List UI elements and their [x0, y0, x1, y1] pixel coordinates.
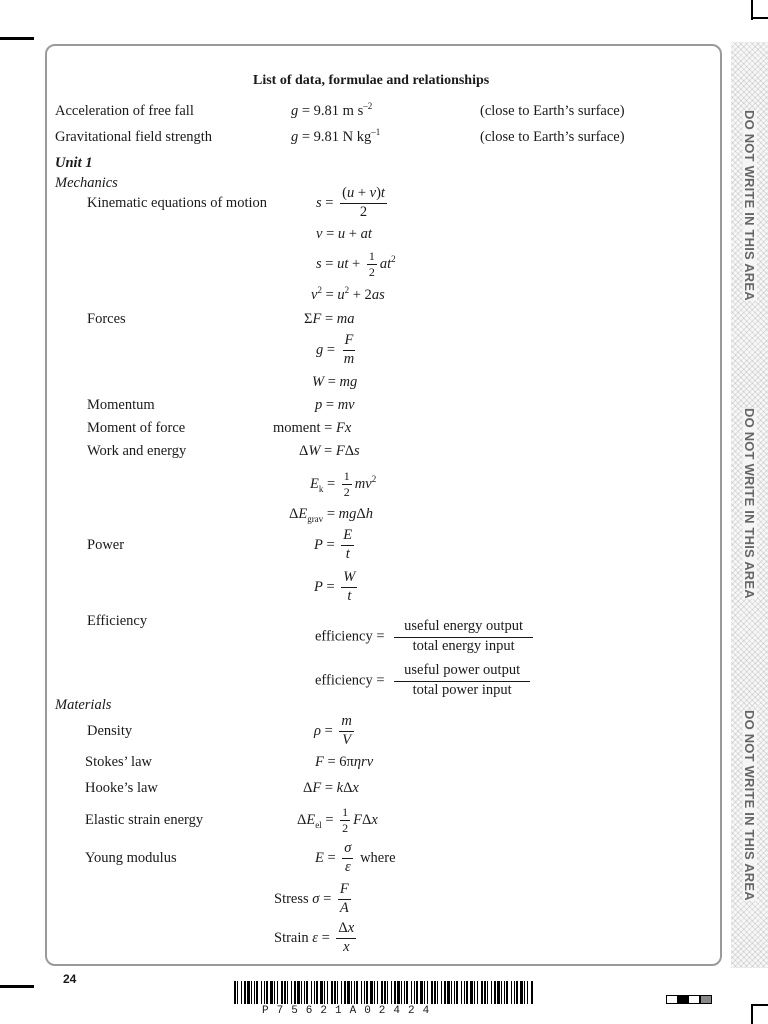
formula-moment: moment = Fx [273, 420, 352, 436]
formula-efficiency-power: efficiency = $\frac{\text{useful power output}}{\text{total power input}}$ [315, 663, 533, 699]
do-not-write-label: DO NOT WRITE IN THIS AREA [742, 710, 757, 901]
crop-mark [0, 37, 34, 40]
text-total-power-input: total power input [412, 681, 512, 698]
label-young: Young modulus [85, 850, 177, 866]
do-not-write-label: DO NOT WRITE IN THIS AREA [742, 110, 757, 301]
registration-marker [688, 995, 700, 1004]
constant-formula: g = 9.81 m $s^{-2}$ [291, 101, 373, 119]
constant-note: (close to Earth’s surface) [480, 129, 625, 145]
formula-efficiency-energy: efficiency = $\frac{\text{useful energy output}}{\text{total energy input}}$ [315, 619, 536, 655]
formula-power-energy: P = $\frac{E}{t}$ [314, 527, 353, 562]
page-title: List of data, formulae and relationships [253, 73, 490, 88]
constant-name: Acceleration of free fall [55, 103, 194, 119]
word-stress: Stress [274, 890, 309, 907]
formula-stress: Stress σ = $\frac{F}{A}$ [274, 881, 349, 916]
label-power: Power [87, 537, 125, 553]
label-hooke: Hooke’s law [85, 780, 158, 796]
registration-marker [666, 995, 678, 1004]
formula-work: ΔW = FΔs [299, 443, 360, 459]
barcode-number: P75621A02424 [262, 1005, 438, 1017]
word-efficiency: efficiency [315, 628, 373, 645]
section-heading-mechanics: Mechanics [55, 175, 118, 191]
text-total-energy-input: total energy input [412, 637, 515, 654]
formula-momentum: p = mv [315, 397, 355, 413]
registration-marker [678, 995, 688, 1004]
text-useful-power-output: useful power output [394, 663, 530, 682]
formula-suvat-2: v = u + at [316, 226, 372, 242]
constant-name: Gravitational field strength [55, 129, 213, 145]
label-forces: Forces [87, 311, 126, 327]
formula-newton-second: ΣF = ma [304, 311, 355, 327]
word-moment: moment [273, 420, 321, 436]
do-not-write-label: DO NOT WRITE IN THIS AREA [742, 408, 757, 599]
formula-strain: Strain ε = $\frac{\Delta x}{x}$ [274, 920, 355, 955]
formula-kinetic-energy: $E_k$ = $\frac{1}{2}$ $mv^2$ [310, 469, 377, 500]
barcode [234, 981, 534, 1004]
formula-young: E = $\frac{\sigma}{\varepsilon}$ where [315, 840, 396, 875]
formula-gpe: $\Delta E_{grav} = mg\Delta h$ [289, 506, 373, 524]
registration-marker [700, 995, 712, 1004]
page-number: 24 [63, 972, 77, 986]
word-strain: Strain [274, 929, 309, 946]
formula-elastic-strain: $\Delta E_{el}$ = $\frac{1}{2}$ FΔx [297, 805, 378, 836]
label-elastic-strain: Elastic strain energy [85, 812, 204, 828]
label-kinematic: Kinematic equations of motion [87, 195, 268, 211]
label-work-energy: Work and energy [87, 443, 187, 459]
label-density: Density [87, 723, 133, 739]
label-stokes: Stokes’ law [85, 754, 152, 770]
crop-mark [751, 17, 768, 19]
formula-stokes: F = 6πηrv [315, 754, 374, 770]
word-where: where [360, 849, 396, 866]
formula-suvat-4: $v^2 = u^2 + 2as$ [311, 285, 385, 303]
label-efficiency: Efficiency [87, 613, 148, 629]
text-useful-energy-output: useful energy output [394, 619, 533, 638]
word-efficiency: efficiency [315, 672, 373, 689]
section-heading-materials: Materials [55, 697, 112, 713]
constant-note: (close to Earth’s surface) [480, 103, 625, 119]
formula-suvat-3: s = ut + $\frac{1}{2}$ $at^2$ [316, 249, 396, 280]
label-moment-of-force: Moment of force [87, 420, 186, 436]
crop-mark [751, 1004, 768, 1006]
formula-suvat-1: s = $\frac{(u + v)t}{2}$ [316, 185, 385, 220]
formula-density: ρ = $\frac{m}{V}$ [314, 713, 352, 748]
label-momentum: Momentum [87, 397, 155, 413]
constant-formula: g = 9.81 N $kg^{-1}$ [291, 127, 381, 145]
formula-field-strength: g = $\frac{F}{m}$ [316, 332, 355, 367]
crop-mark [0, 985, 34, 988]
formula-power-work: P = $\frac{W}{t}$ [314, 569, 356, 604]
formula-hooke: ΔF = kΔx [303, 780, 359, 796]
unit-heading: Unit 1 [55, 155, 93, 171]
formula-weight: W = mg [312, 374, 358, 390]
crop-mark [751, 1004, 753, 1024]
